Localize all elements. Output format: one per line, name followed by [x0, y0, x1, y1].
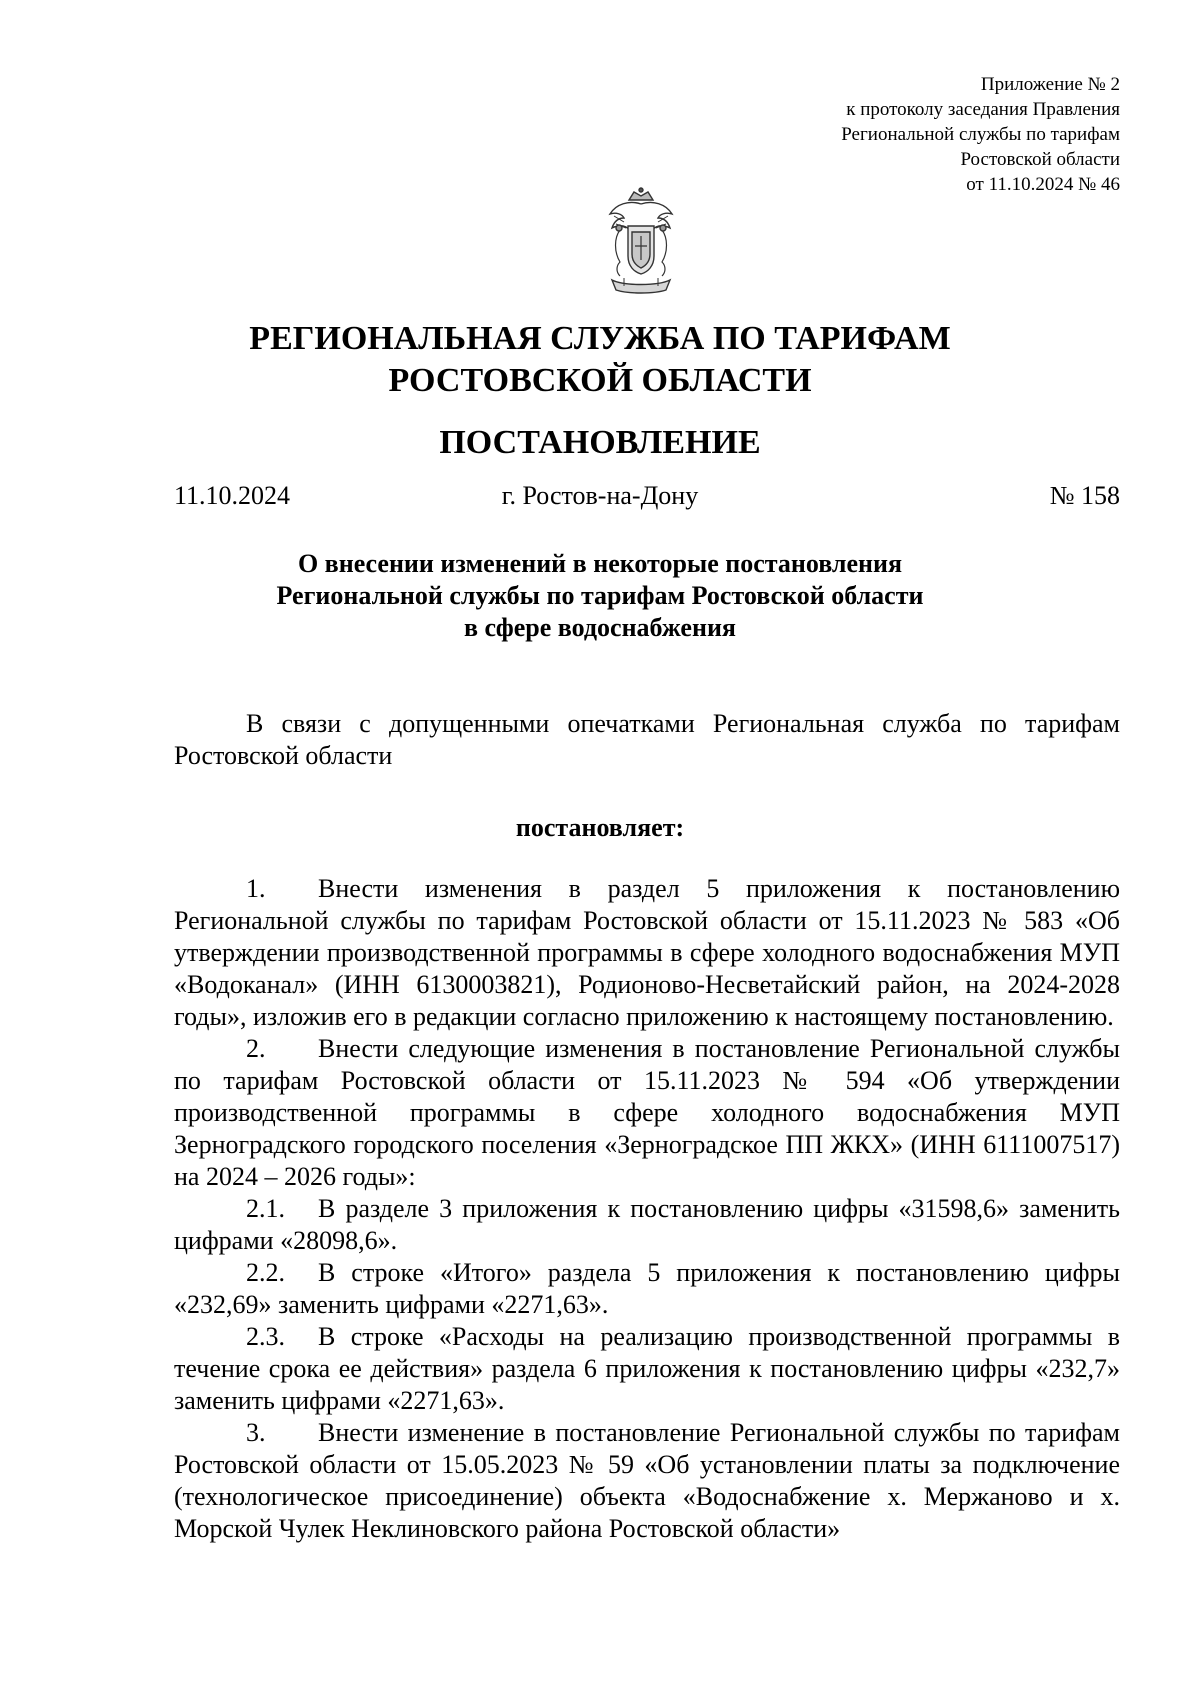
document-type: ПОСТАНОВЛЕНИЕ	[439, 424, 761, 461]
decree-word: постановляет:	[515, 813, 685, 842]
item-number: 2.	[246, 1034, 266, 1063]
item-number: 1.	[246, 874, 266, 903]
subject-line: Региональной службы по тарифам Ростовской области	[276, 581, 924, 610]
document-date: 11.10.2024	[174, 481, 291, 510]
appendix-note	[841, 72, 1120, 197]
decree-item	[174, 1257, 1120, 1321]
item-number: 2.1.	[246, 1194, 285, 1223]
item-number: 2.2.	[246, 1258, 285, 1287]
coat-of-arms-icon	[594, 186, 688, 294]
decree-item	[174, 1417, 1120, 1545]
item-text: Внести следующие изменения в постановление Региональной службы по тарифам Ростовской области от 15.11.2023 № 594 «Об утверждении производственной программы в сфере холодного водоснабжения МУП Зерноградского городского поселения «Зерноградское ПП ЖКХ» (ИНН 6111007517) на 2024 – 2026 годы»:	[174, 1034, 1120, 1191]
item-text: Внести изменение в постановление Региональной службы по тарифам Ростовской области от 15.05.2023 № 59 «Об установлении платы за подключение (технологическое присоединение) объекта «Водоснабжение х. Мержаново и х. Морской Чулек Неклиновского района Ростовской области»	[174, 1418, 1120, 1543]
subject-line: в сфере водоснабжения	[464, 613, 736, 642]
item-text: Внести изменения в раздел 5 приложения к постановлению Региональной службы по тарифам Ростовской области от 15.11.2023 № 583 «Об утверждении производственной программы в сфере холодного водоснабжения МУП «Водоканал» (ИНН 6130003821), Родионово-Несветайский район, на 2024-2028 годы», изложив его в редакции согласно приложению к настоящему постановлению.	[174, 874, 1120, 1031]
item-number: 2.3.	[246, 1322, 285, 1351]
appendix-line: Региональной службы по тарифам	[841, 124, 1120, 145]
decree-item	[174, 1321, 1120, 1417]
subject-line: О внесении изменений в некоторые постановления	[297, 549, 903, 578]
intro-paragraph	[174, 708, 1120, 772]
appendix-line: к протоколу заседания Правления	[846, 99, 1120, 120]
organization-title	[0, 318, 1200, 402]
document-city: г. Ростов-на-Дону	[501, 481, 699, 510]
decree-item	[174, 1193, 1120, 1257]
decree-item	[174, 1033, 1120, 1193]
intro-text: В связи с допущенными опечатками Региональная служба по тарифам Ростовской области	[174, 709, 1120, 770]
decree-item	[174, 873, 1120, 1033]
organization-title-line: РОСТОВСКОЙ ОБЛАСТИ	[388, 362, 812, 399]
appendix-line: Приложение № 2	[980, 74, 1120, 95]
appendix-line: Ростовской области	[960, 149, 1120, 170]
document-subject	[0, 548, 1200, 644]
organization-title-line: РЕГИОНАЛЬНАЯ СЛУЖБА ПО ТАРИФАМ	[249, 320, 951, 357]
document-number: № 158	[1049, 481, 1120, 510]
item-text: В разделе 3 приложения к постановлению цифры «31598,6» заменить цифрами «28098,6».	[174, 1194, 1120, 1255]
item-text: В строке «Расходы на реализацию производственной программы в течение срока ее действия» раздела 6 приложения к постановлению цифры «232,7» заменить цифрами «2271,63».	[174, 1322, 1120, 1415]
decree-items	[174, 873, 1120, 1545]
appendix-line: от 11.10.2024 № 46	[966, 174, 1120, 195]
item-number: 3.	[246, 1418, 266, 1447]
item-text: В строке «Итого» раздела 5 приложения к постановлению цифры «232,69» заменить цифрами «2271,63».	[174, 1258, 1120, 1319]
